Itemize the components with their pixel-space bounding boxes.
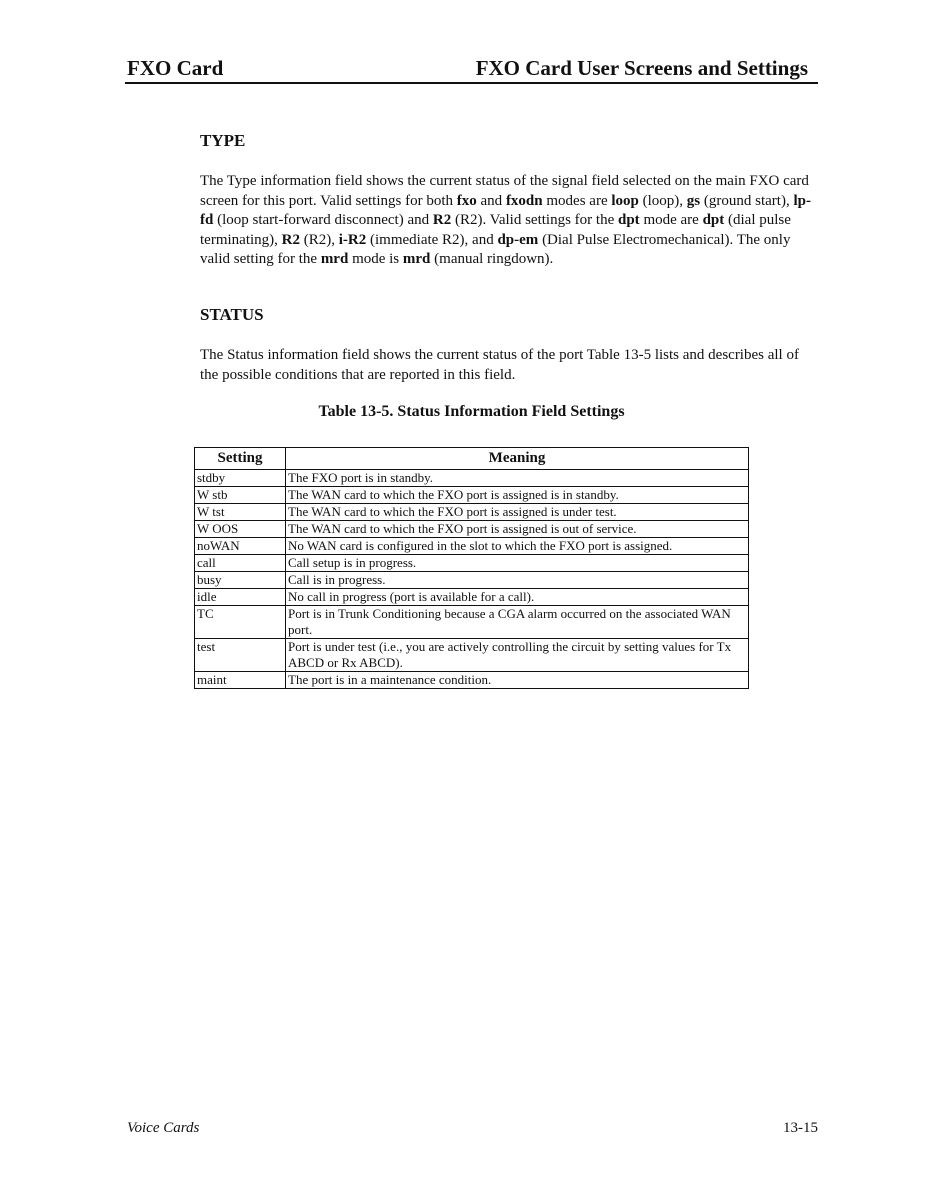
setting-cell: TC bbox=[195, 606, 286, 639]
header-chapter-title: FXO Card bbox=[127, 56, 224, 80]
setting-cell: idle bbox=[195, 589, 286, 606]
table-row bbox=[195, 572, 749, 589]
table-row bbox=[195, 487, 749, 504]
meaning-cell: No call in progress (port is available for a call). bbox=[286, 589, 749, 606]
column-header-setting: Setting bbox=[195, 448, 286, 470]
status-paragraph: The Status information field shows the current status of the port Table 13-5 lists and describes all of the possible conditions that are reported in this field. bbox=[200, 347, 799, 383]
setting-cell: W stb bbox=[195, 487, 286, 504]
meaning-cell: No WAN card is configured in the slot to which the FXO port is assigned. bbox=[286, 538, 749, 555]
table-row bbox=[195, 538, 749, 555]
table-row bbox=[195, 589, 749, 606]
meaning-cell: Call setup is in progress. bbox=[286, 555, 749, 572]
setting-cell: maint bbox=[195, 672, 286, 689]
meaning-cell: The WAN card to which the FXO port is assigned is out of service. bbox=[286, 521, 749, 538]
meaning-cell: The port is in a maintenance condition. bbox=[286, 672, 749, 689]
meaning-cell: The WAN card to which the FXO port is assigned is under test. bbox=[286, 504, 749, 521]
status-table bbox=[194, 447, 749, 689]
meaning-cell: Port is under test (i.e., you are actively controlling the circuit by setting values for Tx ABCD or Rx ABCD). bbox=[286, 639, 749, 672]
setting-cell: W tst bbox=[195, 504, 286, 521]
type-heading: TYPE bbox=[200, 131, 246, 150]
column-header-meaning: Meaning bbox=[286, 448, 749, 470]
setting-cell: busy bbox=[195, 572, 286, 589]
table-row bbox=[195, 470, 749, 487]
footer-book-title: Voice Cards bbox=[127, 1120, 200, 1136]
header-rule bbox=[125, 82, 818, 84]
type-paragraph: The Type information field shows the current status of the signal field selected on the main FXO card screen for this port. Valid settings for both fxo and fxodn modes are loop (loop), gs (ground start), lp-fd (loop start-forward disconnect) and R2 (R2). Valid settings for the dpt mode are dpt (dial pulse terminating), R2 (R2), i-R2 (immediate R2), and dp-em (Dial Pulse Electromechanical). The only valid setting for the mrd mode is mrd (manual ringdown). bbox=[200, 173, 811, 267]
setting-cell: stdby bbox=[195, 470, 286, 487]
setting-cell: test bbox=[195, 639, 286, 672]
table-caption: Table 13-5. Status Information Field Settings bbox=[318, 403, 625, 420]
setting-cell: noWAN bbox=[195, 538, 286, 555]
status-heading: STATUS bbox=[200, 305, 264, 324]
meaning-cell: Call is in progress. bbox=[286, 572, 749, 589]
setting-cell: call bbox=[195, 555, 286, 572]
table-row bbox=[195, 606, 749, 639]
table-row bbox=[195, 555, 749, 572]
meaning-cell: The FXO port is in standby. bbox=[286, 470, 749, 487]
table-row bbox=[195, 504, 749, 521]
meaning-cell: The WAN card to which the FXO port is assigned is in standby. bbox=[286, 487, 749, 504]
table-header-row bbox=[195, 448, 749, 470]
header-section-title: FXO Card User Screens and Settings bbox=[475, 56, 808, 80]
page-number: 13-15 bbox=[783, 1120, 818, 1136]
table-row bbox=[195, 639, 749, 672]
table-row bbox=[195, 521, 749, 538]
meaning-cell: Port is in Trunk Conditioning because a CGA alarm occurred on the associated WAN port. bbox=[286, 606, 749, 639]
setting-cell: W OOS bbox=[195, 521, 286, 538]
table-row bbox=[195, 672, 749, 689]
